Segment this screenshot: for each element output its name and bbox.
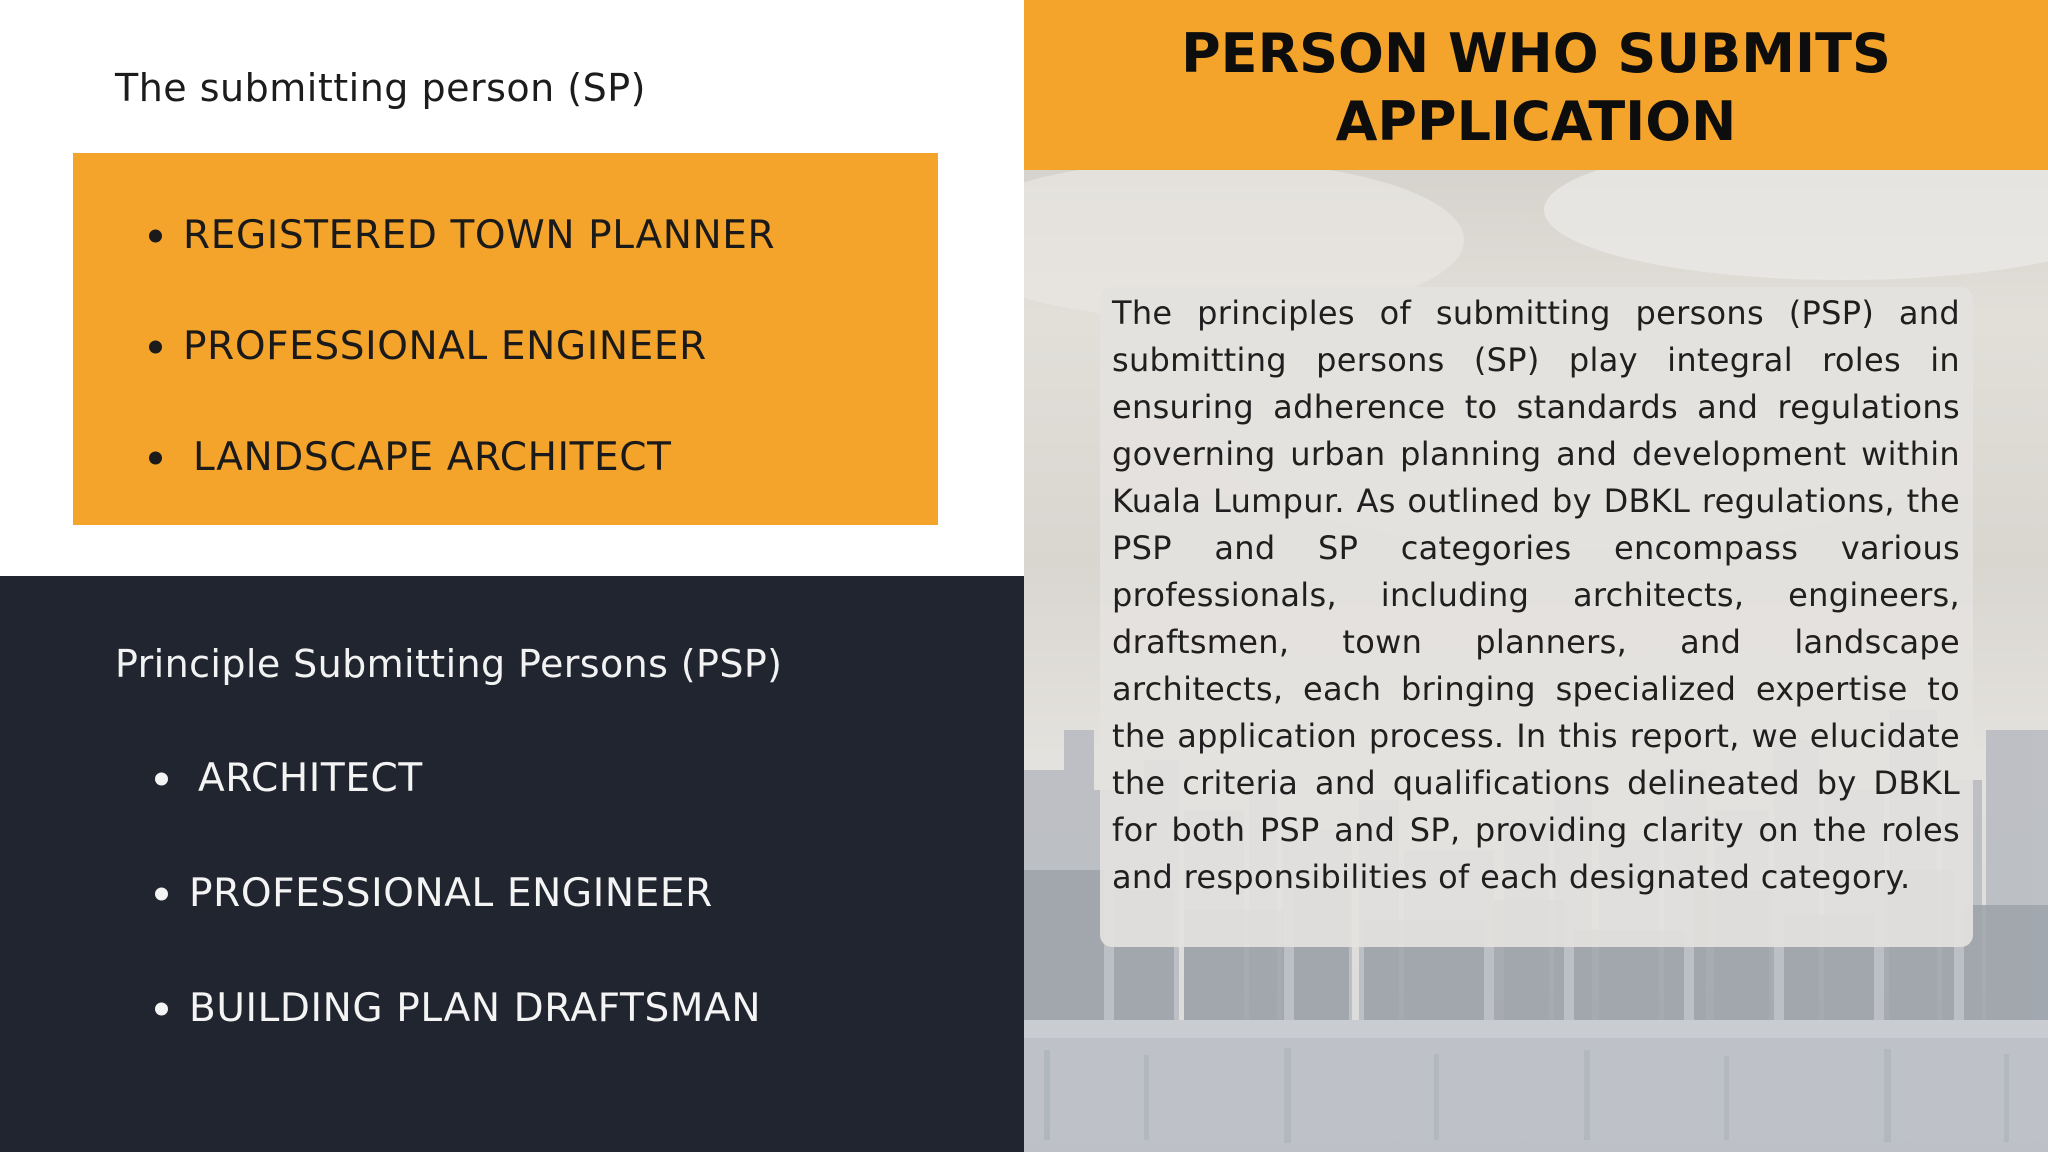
list-item-label: PROFESSIONAL ENGINEER	[183, 324, 707, 369]
list-item-label: BUILDING PLAN DRAFTSMAN	[189, 986, 762, 1031]
sp-heading: The submitting person (SP)	[115, 66, 646, 110]
page-title-line-2: APPLICATION	[1335, 90, 1737, 153]
list-item-label: ARCHITECT	[198, 756, 423, 801]
bullet-icon	[155, 772, 168, 785]
list-item	[149, 324, 707, 369]
bullet-icon	[149, 451, 162, 464]
list-item-label: LANDSCAPE ARCHITECT	[193, 435, 672, 480]
page-title-line-1: PERSON WHO SUBMITS	[1181, 22, 1891, 85]
list-item	[155, 986, 761, 1031]
description-text: The principles of submitting persons (PSP) and submitting persons (SP) play integral roles in ensuring adherence to standards and regulations governing urban planning and development within Kuala Lumpur. As outlined by DBKL regulations, the PSP and SP categories encompass various professionals, including architects, engineers, draftsmen, town planners, and landscape architects, each bringing specialized expertise to the application process. In this report, we elucidate the criteria and qualifications delineated by DBKL for both PSP and SP, providing clarity on the roles and responsibilities of each designated category.	[1112, 294, 1960, 896]
list-item	[149, 435, 672, 480]
bullet-icon	[155, 887, 168, 900]
list-item-label: PROFESSIONAL ENGINEER	[189, 871, 713, 916]
list-item-label: REGISTERED TOWN PLANNER	[183, 213, 776, 258]
list-item	[155, 871, 713, 916]
psp-heading: Principle Submitting Persons (PSP)	[115, 642, 783, 686]
bullet-icon	[155, 1002, 168, 1015]
list-item	[149, 213, 775, 258]
list-item	[155, 756, 423, 801]
bullet-icon	[149, 340, 162, 353]
sp-list-box	[73, 153, 938, 525]
bullet-icon	[149, 229, 162, 242]
page-title	[1024, 20, 2048, 156]
